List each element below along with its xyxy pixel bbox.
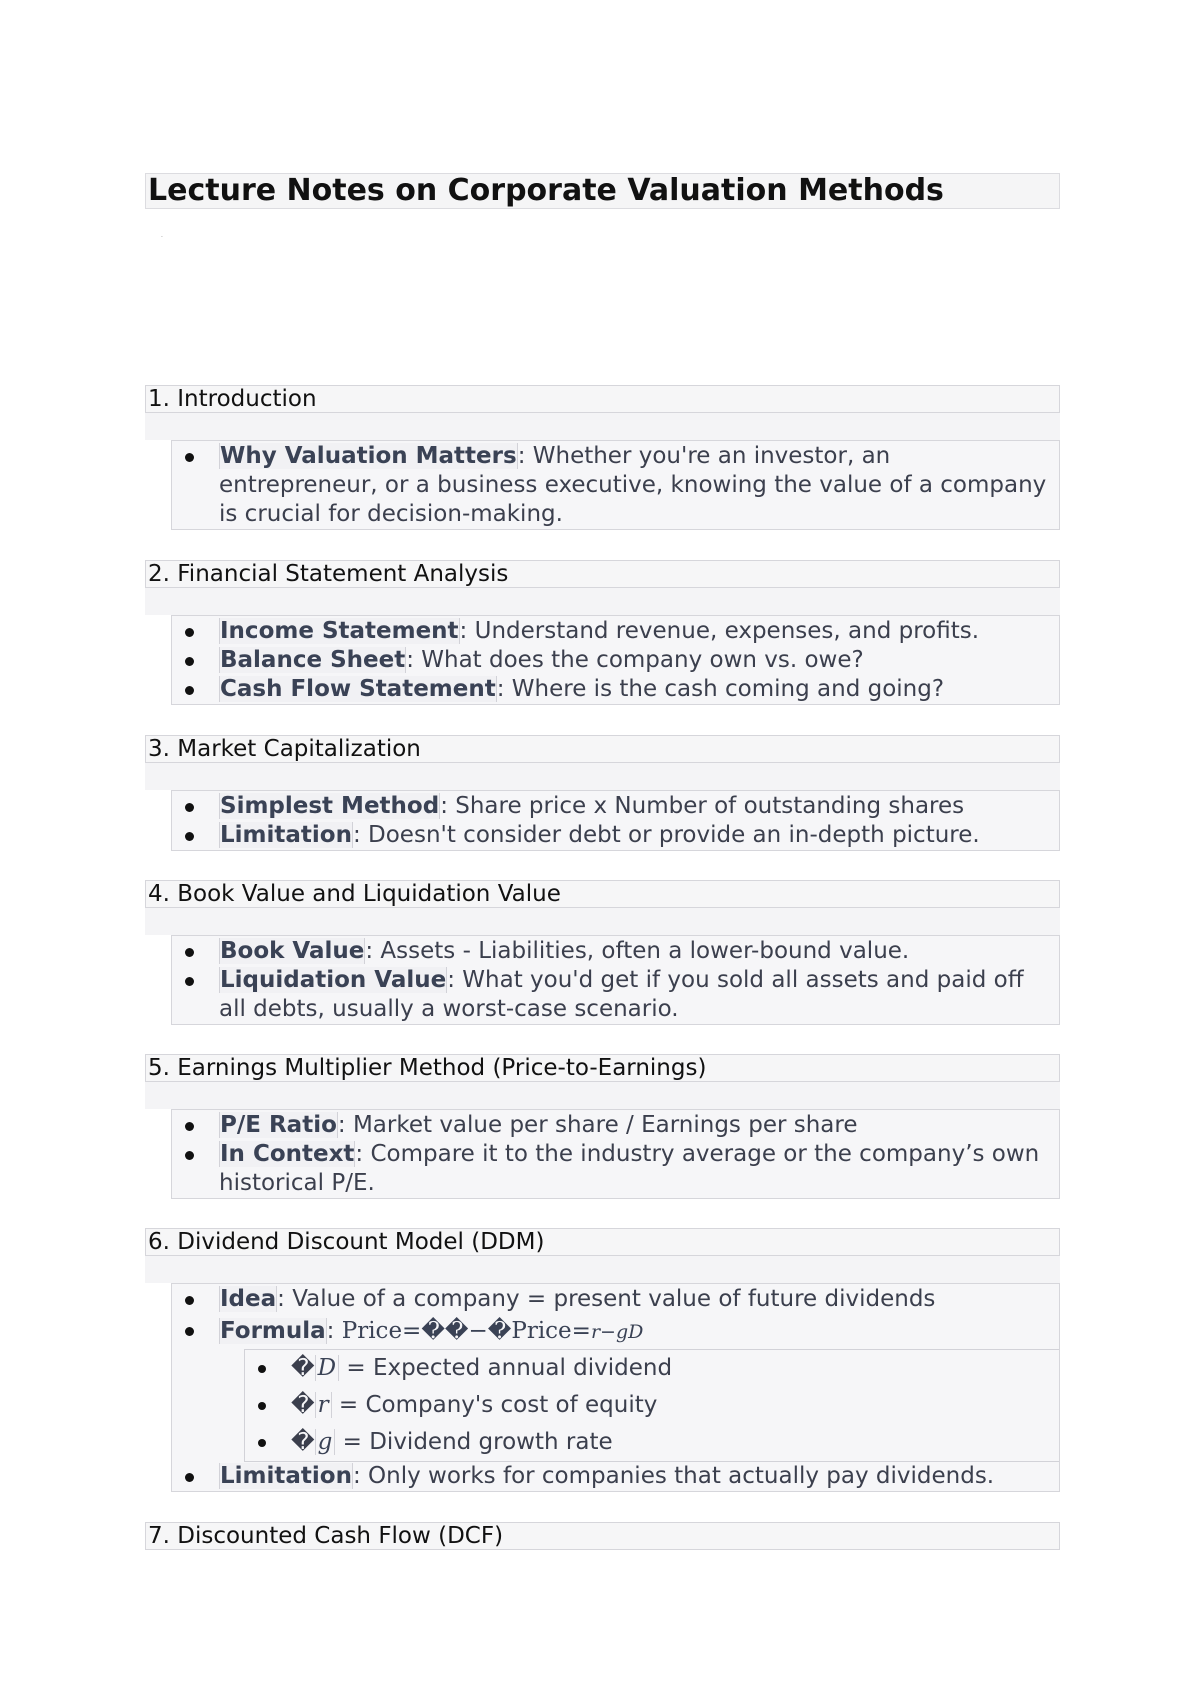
section-book-value (145, 880, 1060, 1025)
list-item (172, 1140, 1059, 1198)
list-item-text: : Compare it to the industry average or the company’s own historical P/E. (219, 1141, 1040, 1196)
bullet-icon (185, 453, 194, 462)
section-spacer (145, 413, 1060, 440)
list-item-term: Idea (220, 1286, 277, 1312)
list-item-term: Cash Flow Statement (220, 676, 496, 702)
section-heading: 7. Discounted Cash Flow (DCF) (145, 1522, 1060, 1550)
bullet-icon (185, 628, 194, 637)
list-item (172, 1314, 1059, 1349)
bullet-icon (185, 686, 194, 695)
section-spacer (145, 763, 1060, 790)
section-market-cap (145, 735, 1060, 851)
bullet-list (171, 790, 1060, 851)
bullet-icon (258, 1365, 266, 1373)
list-item-term: Limitation (220, 822, 352, 848)
section-spacer (145, 588, 1060, 615)
list-item-term: P/E Ratio (220, 1112, 337, 1138)
section-heading: 5. Earnings Multiplier Method (Price-to-Earnings) (145, 1054, 1060, 1082)
nested-list-item-text: = Expected annual dividend (339, 1355, 673, 1381)
bullet-icon (185, 1473, 194, 1482)
list-item-text: : Assets - Liabilities, often a lower-bound value. (365, 938, 910, 964)
variable-symbol: g (315, 1429, 336, 1455)
list-item-term: Why Valuation Matters (220, 443, 517, 469)
bullet-icon (185, 977, 194, 986)
list-item-text: : Market value per share / Earnings per share (337, 1112, 858, 1138)
list-item-text: : Understand revenue, expenses, and profits. (459, 618, 980, 644)
formula-main: Price=��−�Price= (341, 1318, 591, 1344)
bullet-list (171, 1283, 1060, 1492)
list-item (172, 937, 1059, 966)
section-heading: 1. Introduction (145, 385, 1060, 413)
bullet-icon (185, 1296, 194, 1305)
list-item-term: In Context (220, 1141, 355, 1167)
list-item-term: Simplest Method (220, 793, 440, 819)
formula-text (342, 1318, 644, 1344)
list-item-text: : (326, 1318, 342, 1344)
section-heading: 6. Dividend Discount Model (DDM) (145, 1228, 1060, 1256)
list-item (172, 1285, 1059, 1314)
section-heading: 3. Market Capitalization (145, 735, 1060, 763)
list-item-text: : What you'd get if you sold all assets and paid off all debts, usually a worst-case scenario. (219, 967, 1024, 1022)
list-item-text: : What does the company own vs. owe? (406, 647, 864, 673)
list-item-text: : Value of a company = present value of future dividends (277, 1286, 936, 1312)
section-pe-method (145, 1054, 1060, 1199)
list-item (172, 966, 1059, 1024)
formula-denominator: r−gD (590, 1321, 644, 1343)
replacement-glyph: � (291, 1355, 315, 1381)
nested-bullet-list (244, 1349, 1059, 1462)
bullet-list (171, 440, 1060, 530)
list-item (172, 617, 1059, 646)
bullet-list (171, 935, 1060, 1025)
section-spacer (145, 908, 1060, 935)
section-dcf (145, 1522, 1060, 1550)
section-heading: 2. Financial Statement Analysis (145, 560, 1060, 588)
nested-list-item (245, 1350, 1059, 1387)
variable-symbol: D (315, 1355, 339, 1381)
bullet-list (171, 1109, 1060, 1199)
list-item-text: : Only works for companies that actually pay dividends. (352, 1463, 995, 1489)
replacement-glyph: � (291, 1429, 315, 1455)
stray-mark: . (161, 232, 163, 239)
list-item-term: Liquidation Value (220, 967, 447, 993)
list-item-term: Balance Sheet (220, 647, 406, 673)
list-item-term: Limitation (220, 1463, 352, 1489)
bullet-icon (185, 657, 194, 666)
nested-list-item-text: = Dividend growth rate (335, 1429, 613, 1455)
nested-list-item-text: = Company's cost of equity (331, 1392, 658, 1418)
list-item-text: : Whether you're an investor, an entrepreneur, or a business executive, knowing the value of a company is crucial for decision-making. (219, 443, 1047, 527)
bullet-list (171, 615, 1060, 705)
section-introduction (145, 385, 1060, 530)
bullet-icon (185, 1151, 194, 1160)
list-item-term: Book Value (220, 938, 365, 964)
bullet-icon (258, 1439, 266, 1447)
section-heading: 4. Book Value and Liquidation Value (145, 880, 1060, 908)
variable-symbol: r (315, 1392, 332, 1418)
list-item-term: Formula (220, 1318, 326, 1344)
list-item-text: : Doesn't consider debt or provide an in-depth picture. (352, 822, 980, 848)
section-ddm (145, 1228, 1060, 1492)
bullet-icon (185, 1327, 194, 1336)
bullet-icon (185, 832, 194, 841)
section-spacer (145, 1256, 1060, 1283)
nested-list-item (245, 1387, 1059, 1424)
document-title: Lecture Notes on Corporate Valuation Methods (145, 173, 1060, 209)
list-item (172, 821, 1059, 850)
list-item (172, 1462, 1059, 1491)
bullet-icon (185, 1122, 194, 1131)
bullet-icon (258, 1402, 266, 1410)
list-item (172, 675, 1059, 704)
list-item (172, 792, 1059, 821)
replacement-glyph: � (291, 1392, 315, 1418)
list-item (172, 1111, 1059, 1140)
section-spacer (145, 1082, 1060, 1109)
list-item-term: Income Statement (220, 618, 459, 644)
bullet-icon (185, 948, 194, 957)
list-item (172, 646, 1059, 675)
nested-list-item (245, 1424, 1059, 1461)
list-item-text: : Where is the cash coming and going? (496, 676, 945, 702)
list-item-text: : Share price x Number of outstanding shares (440, 793, 965, 819)
list-item (172, 442, 1059, 529)
bullet-icon (185, 803, 194, 812)
section-financial-statements (145, 560, 1060, 705)
